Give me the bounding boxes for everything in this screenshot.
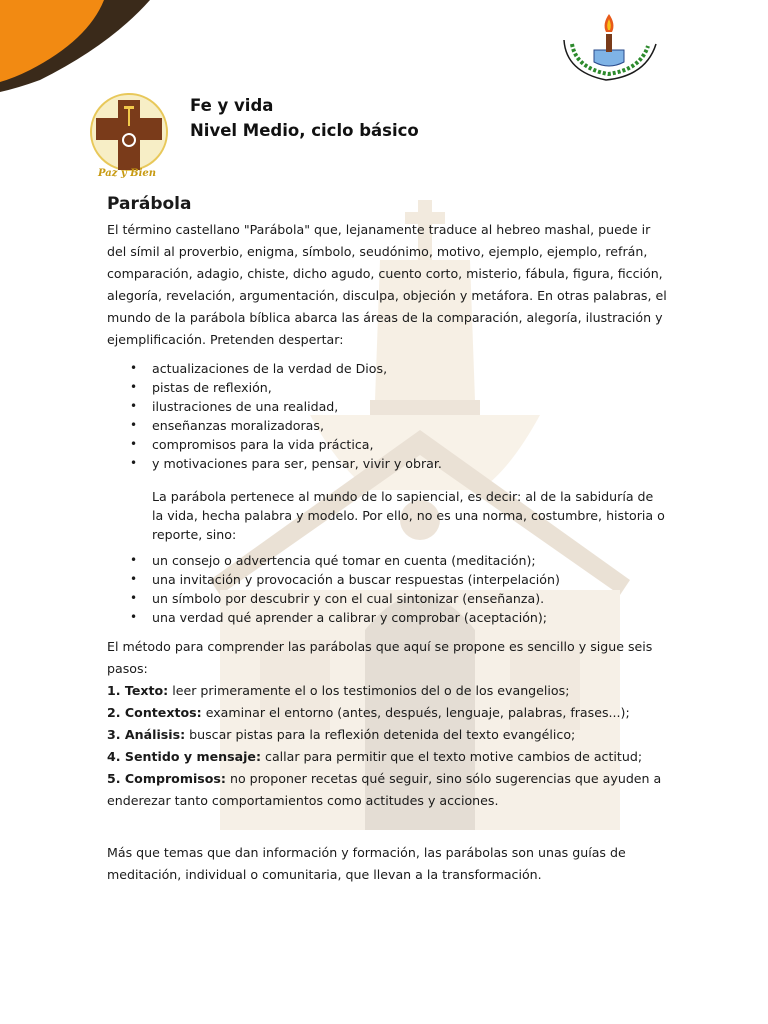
step-text: buscar pistas para la reflexión detenida del texto evangélico; bbox=[185, 727, 576, 742]
list-item: • compromisos para la vida práctica, bbox=[152, 435, 667, 454]
corner-decoration bbox=[0, 0, 150, 95]
method-step bbox=[107, 702, 667, 724]
list-item: • un símbolo por descubrir y con el cual sintonizar (enseñanza). bbox=[152, 589, 667, 608]
paz-y-bien-logo-icon bbox=[82, 92, 177, 177]
header-subject: Fe y vida bbox=[190, 96, 274, 115]
method-step bbox=[107, 746, 667, 768]
step-text: examinar el entorno (antes, después, lenguaje, palabras, frases...); bbox=[201, 705, 630, 720]
method-step bbox=[107, 768, 667, 812]
step-label: 2. Contextos: bbox=[107, 705, 202, 720]
list-item: • y motivaciones para ser, pensar, vivir y obrar. bbox=[152, 454, 667, 473]
step-label: 3. Análisis: bbox=[107, 727, 186, 742]
step-label: 4. Sentido y mensaje: bbox=[107, 749, 262, 764]
method-step bbox=[107, 724, 667, 746]
list-item: • una invitación y provocación a buscar respuestas (interpelación) bbox=[152, 570, 667, 589]
paz-y-bien-caption: Paz y Bien bbox=[98, 168, 157, 179]
school-logo-icon bbox=[556, 10, 666, 85]
method-step bbox=[107, 680, 667, 702]
header-level: Nivel Medio, ciclo básico bbox=[190, 121, 419, 140]
step-label: 1. Texto: bbox=[107, 683, 169, 698]
parable-kinds-list bbox=[107, 551, 667, 627]
section-title: Parábola bbox=[107, 194, 192, 214]
step-text: no proponer recetas qué seguir, sino sólo sugerencias que ayuden a enderezar tanto comportamientos como actitudes y acciones. bbox=[107, 771, 662, 808]
list-item: • actualizaciones de la verdad de Dios, bbox=[152, 359, 667, 378]
document-body bbox=[107, 192, 667, 886]
step-text: leer primeramente el o los testimonios del o de los evangelios; bbox=[168, 683, 570, 698]
intro-paragraph: El término castellano "Parábola" que, lejanamente traduce al hebreo mashal, puede ir del símil al proverbio, enigma, símbolo, seudónimo, motivo, ejemplo, ejemplo, refrán, comparación, adagio, chiste, dicho agudo, cuento corto, misterio, fábula, figura, ficción, alegoría, revelación, argumentación, disculpa, objeción y metáfora. En otras palabras, el mundo de la parábola bíblica abarca las áreas de la comparación, alegoría, ilustración y ejemplificación. Pretenden despertar: bbox=[107, 222, 667, 347]
list-item: • pistas de reflexión, bbox=[152, 378, 667, 397]
list-item: • ilustraciones de una realidad, bbox=[152, 397, 667, 416]
step-label: 5. Compromisos: bbox=[107, 771, 226, 786]
method-intro: El método para comprender las parábolas que aquí se propone es sencillo y sigue seis pasos: bbox=[107, 639, 653, 676]
step-text: callar para permitir que el texto motive cambios de actitud; bbox=[261, 749, 643, 764]
awaken-list bbox=[107, 359, 667, 473]
list-item: • una verdad qué aprender a calibrar y comprobar (aceptación); bbox=[152, 608, 667, 627]
list-item: • un consejo o advertencia qué tomar en cuenta (meditación); bbox=[152, 551, 667, 570]
sapiential-paragraph: La parábola pertenece al mundo de lo sapiencial, es decir: al de la sabiduría de la vida, hecha palabra y modelo. Por ello, no es una norma, costumbre, historia o reporte, sino: bbox=[152, 489, 665, 542]
closing-paragraph: Más que temas que dan información y formación, las parábolas son unas guías de meditación, individual o comunitaria, que llevan a la transformación. bbox=[107, 845, 626, 882]
document-header bbox=[190, 93, 419, 143]
list-item: • enseñanzas moralizadoras, bbox=[152, 416, 667, 435]
